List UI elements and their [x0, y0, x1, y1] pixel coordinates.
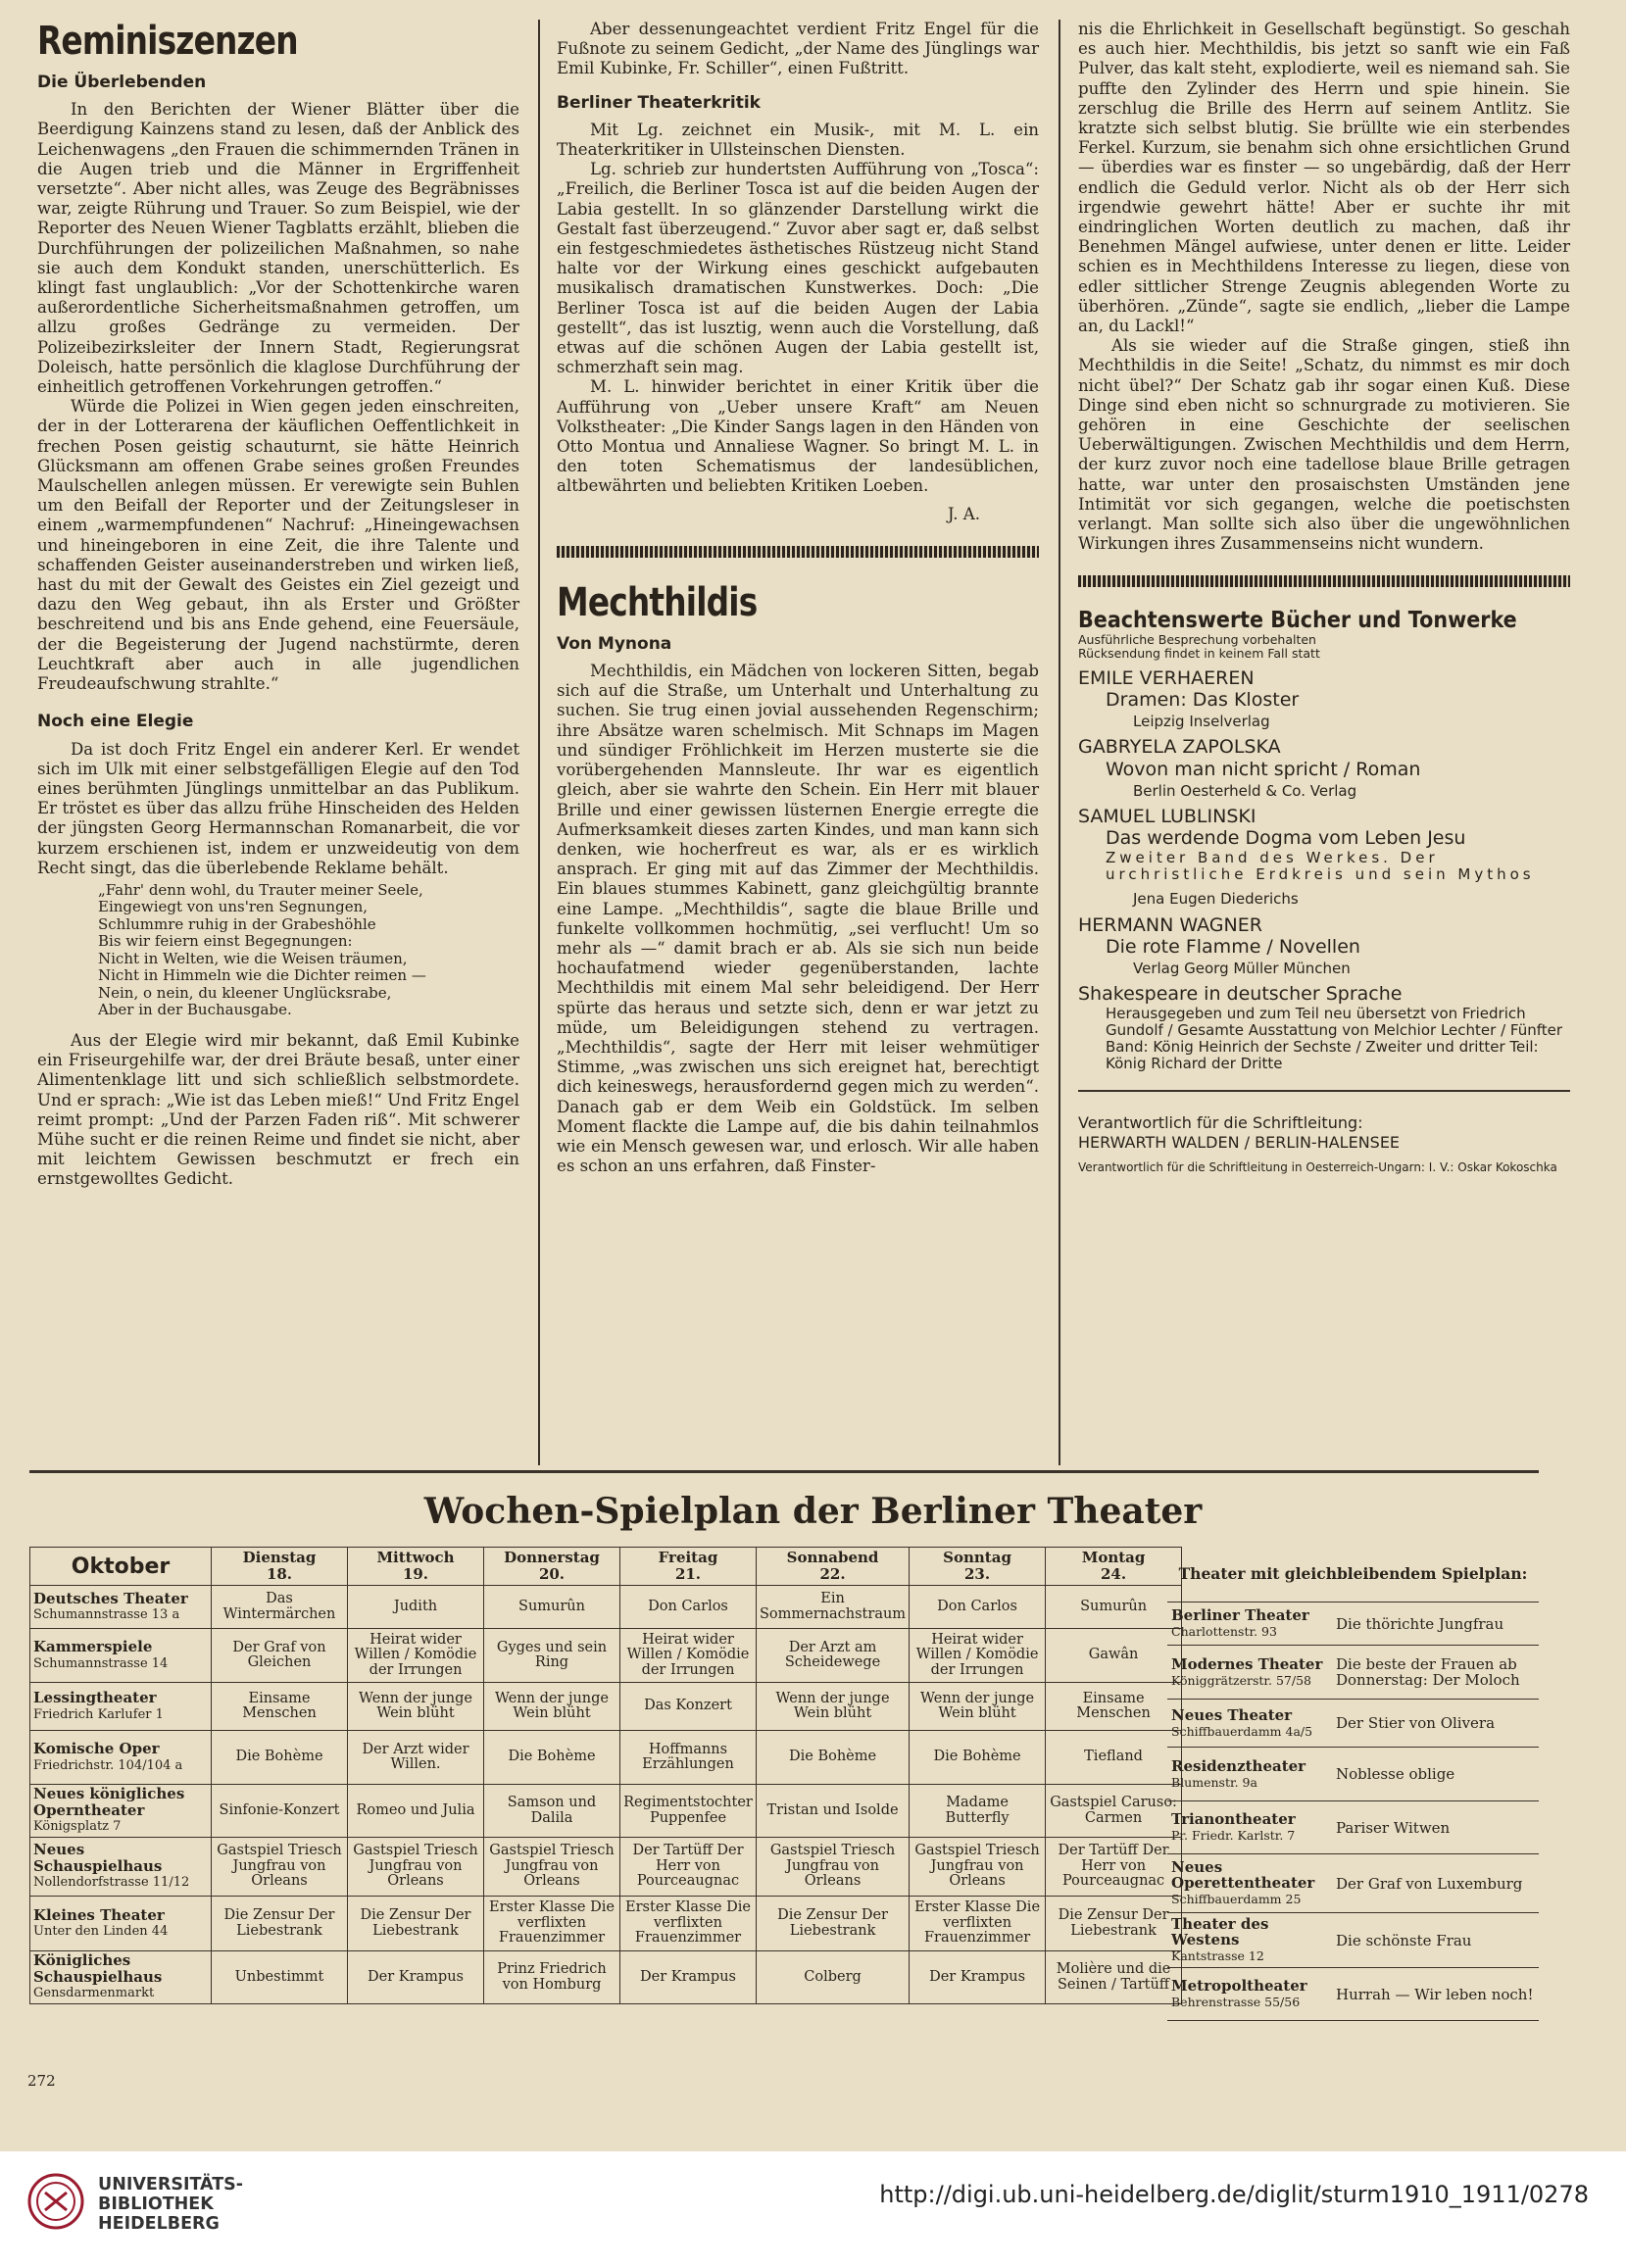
play-cell: Romeo und Julia	[348, 1785, 484, 1838]
day-header	[484, 1548, 620, 1586]
day-number: 21.	[674, 1565, 702, 1583]
theater-name: Königliches Schauspielhaus	[33, 1951, 163, 1986]
play-cell: Tristan und Isolde	[757, 1785, 910, 1838]
theater-name-cell	[1167, 1748, 1332, 1801]
paragraph: M. L. hinwider berichtet in einer Kritik über die Aufführung von „Ueber unsere Kraft“ am Neuen Volkstheater: „Die Kinder Sangs lagen in den Händen von Otto Montua und Annaliese Wagner. So bringt M. L. in den toten Schematismus der landesüblichen, altbewährten und beliebten Kritiken Loeben.	[557, 377, 1039, 496]
signature-initials: J. A.	[947, 504, 980, 523]
column-1	[37, 20, 519, 1190]
column-2	[557, 20, 1039, 1176]
day-header	[757, 1548, 910, 1586]
paragraph: Aus der Elegie wird mir bekannt, daß Emil Kubinke ein Friseurgehilfe war, der drei Bräute besaß, unter einer Alimentenklage litt und sich schließlich selbstmordete. Und er sprach: „Wie ist das Leben mieß!“ Und Fritz Engel reimt prompt: „Und der Parzen Faden riß“. Mit schwerer Mühe sucht er die reinen Reime und findet sie nicht, aber mit leichtem Gewissen beschmutzt er frech ein ernstgewolltes Gedicht.	[37, 1030, 519, 1189]
day-number: 18.	[266, 1565, 293, 1583]
permanent-row	[1167, 1748, 1539, 1801]
play-cell: Die thörichte Jungfrau	[1332, 1602, 1539, 1646]
decorative-rule	[1078, 575, 1570, 587]
paragraph: Mechthildis, ein Mädchen von lockeren Sitten, begab sich auf die Straße, um Unterhalt und Unterhaltung zu suchen. Sie trug einen jovial aussehenden Regenschirm; ihre Absätze waren schelmisch. Mit Schnaps im Magen und sündiger Fröhlichkeit im Herzen musterte sie die vorübergehenden Mannsleute. Ihr war es eigentlich gleich, aber sie wahrte den Schein. Ein Herr mit blauer Brille und einer gewissen lüsternen Energie erregte die Aufmerksamkeit dieses zarten Kindes, und man kann sich denken, wie hocherfreut es war, als er es wirklich ansprach. Er ging mit auf das Zimmer der Mechthildis. Ein blaues stummes Kabinett, ganz gleichgültig brannte eine Lampe. „Mechthildis“, sagte die blaue Brille und funkelte vollkommen hochmütig, „sei verflucht! Um so mehr als —“ damit brach er ab. Als sie sich nun beide hochaufatmend wieder gegenüberstanden, lachte Mechthildis mit einem Mal sehr beleidigend. Der Herr spürte das heraus und setzte sich, denn er war jetzt zu müde, um Beleidigungen stehend zu vertragen. „Mechthildis“, sagte der Herr mit leiser wehmütiger Stimme, „was zwischen uns sich ereignet hat, berechtigt dich keineswegs, herausfordernd gegen mich zu werden“. Danach gab er dem Weib ein Goldstück. Im selben Moment flackte die Lampe auf, die bis dahin teilnahmlos wie ein Mensch gewesen war, und erlosch. Wir alle haben es schon an uns erfahren, daß Finster-	[557, 662, 1039, 1176]
theater-name: Neues königliches Operntheater	[33, 1785, 185, 1819]
play-cell: Der Arzt am Scheidewege	[757, 1629, 910, 1683]
library-name-line: HEIDELBERG	[98, 2214, 220, 2234]
theater-address: Kantstrasse 12	[1171, 1948, 1264, 1963]
book-author: HERMANN WAGNER	[1078, 913, 1262, 936]
library-name	[98, 2175, 243, 2234]
day-header	[910, 1548, 1046, 1586]
theater-address: Behrenstrasse 55/56	[1171, 1995, 1301, 2009]
theater-name: Theater des Westens	[1171, 1915, 1269, 1948]
theater-name: Kleines Theater	[33, 1905, 165, 1924]
day-name: Sonnabend	[786, 1549, 879, 1566]
theater-name: Neues Schauspielhaus	[33, 1841, 163, 1875]
poem-line: Schlummre ruhig in der Grabeshöhle	[98, 914, 376, 933]
play-cell: Don Carlos	[620, 1586, 757, 1629]
theater-name-cell	[30, 1897, 212, 1951]
theater-address: Königgrätzerstr. 57/58	[1171, 1672, 1311, 1688]
day-header	[1046, 1548, 1182, 1586]
play-cell: Wenn der junge Wein blüht	[348, 1683, 484, 1731]
books-note-line: Ausführliche Besprechung vorbehalten	[1078, 631, 1316, 647]
play-cell: Gastspiel Triesch Jungfrau von Orleans	[484, 1838, 620, 1897]
play-cell: Der Krampus	[910, 1951, 1046, 2004]
play-cell: Das Wintermärchen	[212, 1586, 348, 1629]
play-cell: Wenn der junge Wein blüht	[910, 1683, 1046, 1731]
permanent-theaters-table	[1167, 1547, 1539, 2021]
play-cell: Die Bohème	[910, 1731, 1046, 1785]
month-header: Oktober	[30, 1548, 212, 1586]
library-name-line: UNIVERSITÄTS-	[98, 2175, 244, 2194]
theater-address: Friedrichstr. 104/104 a	[33, 1757, 183, 1773]
paragraph: In den Berichten der Wiener Blätter über die Beerdigung Kainzens stand zu lesen, daß der Anblick des Leichenwagens „den Frauen die schimmernden Tränen in die Augen trieb und die Männer in Ergriffenheit versetzte“. Aber nicht alles, was Zeuge des Begräbnisses war, zeigte Rührung und Trauer. So zum Beispiel, wie der Reporter des Neuen Wiener Tagblatts erzählt, blieben die Durchführungen der polizeilichen Maßnahmen, so nahe sie auch dem Kondukt standen, unerschütterlich. Es klingt fast unglaublich: „Vor der Schottenkirche waren außerordentliche Sicherheitsmaßnahmen getroffen, um allzu großes Gedränge zu vermeiden. Der Polizeibezirksleiter der Innern Stadt, Regierungsrat Doleisch, hatte persönlich die klaglose Durchführung der einheitlich getroffenen Vorkehrungen getroffen.“	[37, 100, 519, 397]
heading-mechthildis: Mechthildis	[557, 579, 758, 625]
theater-address: Nollendorfstrasse 11/12	[33, 1875, 190, 1891]
theater-name: Neues Theater	[1171, 1705, 1293, 1724]
book-author: GABRYELA ZAPOLSKA	[1078, 736, 1281, 759]
permanent-row	[1167, 1646, 1539, 1700]
play-cell: Erster Klasse Die verflixten Frauenzimmer	[910, 1897, 1046, 1951]
books-heading: Beachtenswerte Bücher und Tonwerke	[1078, 608, 1517, 634]
play-cell: Der Graf von Luxemburg	[1332, 1854, 1539, 1913]
permanent-header: Theater mit gleichbleibendem Spielplan:	[1167, 1547, 1539, 1602]
play-cell: Madame Butterfly	[910, 1785, 1046, 1838]
column-divider	[1059, 20, 1060, 1465]
theater-name: Kammerspiele	[33, 1638, 153, 1655]
play-cell: Der Krampus	[348, 1951, 484, 2004]
play-cell: Gawân	[1046, 1629, 1182, 1683]
column-3	[1078, 20, 1570, 1174]
book-title: Die rote Flamme / Novellen	[1106, 935, 1360, 958]
play-cell: Sumurûn	[484, 1586, 620, 1629]
page-number: 272	[27, 2072, 56, 2090]
theater-name-cell	[30, 1683, 212, 1731]
permanent-row	[1167, 1801, 1539, 1854]
book-author: SAMUEL LUBLINSKI	[1078, 805, 1256, 827]
theater-name-cell	[30, 1838, 212, 1897]
section-divider	[29, 1470, 1539, 1473]
play-cell: Der Tartüff Der Herr von Pourceaugnac	[620, 1838, 757, 1897]
theater-name-cell	[30, 1731, 212, 1785]
schedule-title: Wochen-Spielplan der Berliner Theater	[423, 1491, 1203, 1532]
theater-address: Friedrich Karlufer 1	[33, 1706, 164, 1722]
play-cell: Judith	[348, 1586, 484, 1629]
permanent-row	[1167, 1602, 1539, 1646]
column-divider	[538, 20, 540, 1465]
theater-name-cell	[1167, 1646, 1332, 1700]
schedule-row	[30, 1897, 1182, 1951]
book-title: Wovon man nicht spricht / Roman	[1106, 758, 1421, 780]
day-name: Sonntag	[943, 1549, 1011, 1566]
responsibility-box	[1078, 1090, 1570, 1174]
day-name: Dienstag	[242, 1549, 317, 1566]
theater-address: Charlottenstr. 93	[1171, 1624, 1277, 1639]
play-cell: Das Konzert	[620, 1683, 757, 1731]
poem-line: Eingewiegt von uns'ren Segnungen,	[98, 898, 368, 916]
play-cell: Die schönste Frau	[1332, 1913, 1539, 1968]
poem-line: Aber in der Buchausgabe.	[98, 1001, 292, 1019]
play-cell: Erster Klasse Die verflixten Frauenzimmer	[620, 1897, 757, 1951]
book-title: Dramen: Das Kloster	[1106, 688, 1300, 711]
day-header	[620, 1548, 757, 1586]
play-cell: Heirat wider Willen / Komödie der Irrungen	[348, 1629, 484, 1683]
theater-address: Schumannstrasse 14	[33, 1655, 169, 1671]
subheading-theaterkritik: Berliner Theaterkritik	[557, 92, 761, 113]
play-cell: Die Zensur Der Liebestrank	[348, 1897, 484, 1951]
book-publisher: Verlag Georg Müller München	[1133, 959, 1351, 977]
play-cell: Regimentstochter Puppenfee	[620, 1785, 757, 1838]
theater-name: Trianontheater	[1171, 1810, 1296, 1828]
play-cell: Einsame Menschen	[212, 1683, 348, 1731]
paragraph: Mit Lg. zeichnet ein Musik-, mit M. L. ein Theaterkritiker in Ullsteinschen Diensten.	[557, 120, 1039, 160]
theater-name-cell	[1167, 1801, 1332, 1854]
theater-name: Modernes Theater	[1171, 1654, 1323, 1673]
play-cell: Gastspiel Caruso: Carmen	[1046, 1785, 1182, 1838]
theater-name-cell	[1167, 1602, 1332, 1646]
day-name: Freitag	[658, 1549, 718, 1566]
theater-address: Unter den Linden 44	[33, 1924, 169, 1939]
play-cell: Noblesse oblige	[1332, 1748, 1539, 1801]
responsibility-austria: Verantwortlich für die Schriftleitung in Oesterreich-Ungarn: I. V.: Oskar Kokoschka	[1078, 1160, 1557, 1175]
day-number: 20.	[538, 1565, 566, 1583]
schedule-row	[30, 1683, 1182, 1731]
play-cell: Gyges und sein Ring	[484, 1629, 620, 1683]
play-cell: Gastspiel Triesch Jungfrau von Orleans	[348, 1838, 484, 1897]
poem-line: Nicht in Welten, wie die Weisen träumen,	[98, 949, 408, 967]
play-cell: Heirat wider Willen / Komödie der Irrungen	[910, 1629, 1046, 1683]
schedule-row	[30, 1838, 1182, 1897]
theater-address: Schumannstrasse 13 a	[33, 1607, 180, 1622]
day-number: 19.	[402, 1565, 429, 1583]
books-note	[1078, 633, 1570, 661]
play-cell: Ein Sommernachstraum	[757, 1586, 910, 1629]
play-cell: Gastspiel Triesch Jungfrau von Orleans	[212, 1838, 348, 1897]
play-cell: Sinfonie-Konzert	[212, 1785, 348, 1838]
heading-reminiszenzen: Reminiszenzen	[37, 19, 298, 64]
theater-name: Residenztheater	[1171, 1756, 1306, 1775]
play-cell: Der Graf von Gleichen	[212, 1629, 348, 1683]
play-cell: Pariser Witwen	[1332, 1801, 1539, 1854]
theater-name-cell	[1167, 1968, 1332, 2021]
paragraph: Als sie wieder auf die Straße gingen, stieß ihn Mechthildis in die Seite! „Schatz, du nimmst es mir doch nicht übel?“ Der Schatz gab ihr sogar einen Kuß. Diese Dinge sind eben nicht so schnurgrade zu motivieren. Sie gehören in eine Geschichte der seelischen Ueberwältigungen. Zwischen Mechthildis und dem Herrn, der kurz zuvor noch eine tadellose blaue Brille getragen hatte, war unter den prosaischsten Umständen jene Intimität vor sich gegangen, welche die poetischsten verlangt. Man sollte sich also über die ungewöhnlichen Wirkungen ihres Zusammenseins nicht wundern.	[1078, 336, 1570, 554]
theater-name: Metropoltheater	[1171, 1977, 1307, 1995]
paragraph: Lg. schrieb zur hundertsten Aufführung von „Tosca“: „Freilich, die Berliner Tosca ist auf die beiden Augen der Labia gestellt. In so glänzender Darstellung wirkt die Gestalt fast überzeugend.“ Zuvor aber sagt er, daß selbst ein festgeschmiedetes ästhetisches Rüstzeug nicht Stand halte vor der Wirkung eines geschickt aufgebauten musikalisch dramatischen Kunstwerkes. Doch: „Die Berliner Tosca ist auf die beiden Augen der Labia gestellt“, das ist lusztig, wenn auch die Vorstellung, daß etwas auf die schönen Augen der Labia gestellt ist, schmerzhaft sein mag.	[557, 160, 1039, 377]
poem-line: Nein, o nein, du kleener Unglücksrabe,	[98, 983, 392, 1002]
theater-name-cell	[1167, 1854, 1332, 1913]
schedule-row	[30, 1731, 1182, 1785]
play-cell: Die Zensur Der Liebestrank	[212, 1897, 348, 1951]
play-cell: Don Carlos	[910, 1586, 1046, 1629]
theater-address: Schiffbauerdamm 4a/5	[1171, 1723, 1313, 1739]
play-cell: Die Zensur Der Liebestrank	[757, 1897, 910, 1951]
play-cell: Wenn der junge Wein blüht	[757, 1683, 910, 1731]
book-publisher: Leipzig Inselverlag	[1133, 713, 1270, 731]
schedule-row	[30, 1629, 1182, 1683]
paragraph: Da ist doch Fritz Engel ein anderer Kerl. Er wendet sich im Ulk mit einer selbstgefälligen Elegie auf den Tod eines berühmten Jünglings unmittelbar an das Publikum. Er tröstet es über das allzu frühe Hinscheiden des Helden der jüngsten Georg Hermannschan Romanarbeit, die vor kurzem erschienen ist, indem er unzweideutig von dem Recht singt, das die überlebende Reklame behält.	[37, 739, 519, 877]
book-publisher: Berlin Oesterheld & Co. Verlag	[1133, 781, 1357, 800]
theater-name-cell	[30, 1951, 212, 2004]
play-cell: Gastspiel Triesch Jungfrau von Orleans	[910, 1838, 1046, 1897]
theater-address: Königsplatz 7	[33, 1819, 122, 1835]
play-cell: Die Bohème	[757, 1731, 910, 1785]
paragraph: nis die Ehrlichkeit in Gesellschaft begünstigt. So geschah es auch hier. Mechthildis, bis jetzt so sanft wie ein Faß Pulver, das kalt steht, explodierte, weil es niemand sah. Sie puffte den Zylinder des Herrn und spie hinein. Sie zerschlug die Brille des Herrn auf seinem Antlitz. Sie kratzte sich selbst blutig. Sie brüllte wie ein sterbendes Ferkel. Kurzum, sie benahm sich ohne ersichtlichen Grund — überdies war es finster — so ungebärdig, daß der Herr endlich die Geduld verlor. Nicht als ob der Herr sich irgendwie gewehrt hätte! Aber er suchte ihr mit eindringlichen Worten deutlich zu machen, daß ihr Benehmen Mängel aufwiese, unter denen er litte. Leider schien es in Mechthildens Interesse zu liegen, diese von edler sittlicher Strenge Zeugnis ablegenden Worte zu überhören. „Zünde“, sagte sie endlich, „lieber die Lampe an, du Lackl!“	[1078, 20, 1570, 336]
source-url-link[interactable]: http://digi.ub.uni-heidelberg.de/diglit/sturm1910_1911/0278	[879, 2181, 1589, 2208]
theater-name-cell	[30, 1586, 212, 1629]
poem-line: „Fahr' denn wohl, du Trauter meiner Seele,	[98, 880, 423, 899]
day-header	[348, 1548, 484, 1586]
theater-name: Berliner Theater	[1171, 1606, 1309, 1624]
day-name: Donnerstag	[504, 1549, 600, 1566]
theater-name: Komische Oper	[33, 1740, 160, 1757]
theater-address: Blumenstr. 9a	[1171, 1774, 1257, 1790]
poem-line: Bis wir feiern einst Begegnungen:	[98, 932, 353, 951]
book-detail: Zweiter Band des Werkes. Der urchristliche Erdkreis und sein Mythos	[1106, 849, 1535, 884]
play-cell: Unbestimmt	[212, 1951, 348, 2004]
play-cell: Samson und Dalila	[484, 1785, 620, 1838]
schedule-row	[30, 1586, 1182, 1629]
play-cell: Der Stier von Olivera	[1332, 1700, 1539, 1748]
theater-name: Deutsches Theater	[33, 1589, 188, 1607]
book-detail: Herausgegeben und zum Teil neu übersetzt von Friedrich Gundolf / Gesamte Ausstattung von Melchior Lechter / Fünfter Band: König Heinrich der Sechste / Zweiter und dritter Teil: König Richard der Dritte	[1106, 1005, 1563, 1073]
theater-name-cell	[1167, 1913, 1332, 1968]
subheading-elegie: Noch eine Elegie	[37, 712, 194, 732]
play-cell: Molière und die Seinen / Tartüff	[1046, 1951, 1182, 2004]
books-note-line: Rücksendung findet in keinem Fall statt	[1078, 645, 1320, 661]
theater-address: Schiffbauerdamm 25	[1171, 1892, 1302, 1906]
day-number: 23.	[964, 1565, 991, 1583]
play-cell: Die Zensur Der Liebestrank	[1046, 1897, 1182, 1951]
day-header	[212, 1548, 348, 1586]
play-cell: Sumurûn	[1046, 1586, 1182, 1629]
byline: Von Mynona	[557, 633, 672, 654]
play-cell: Tiefland	[1046, 1731, 1182, 1785]
play-cell: Heirat wider Willen / Komödie der Irrungen	[620, 1629, 757, 1683]
day-name: Montag	[1081, 1549, 1146, 1566]
responsibility-label: Verantwortlich für die Schriftleitung:	[1078, 1113, 1363, 1133]
play-cell: Die Bohème	[484, 1731, 620, 1785]
schedule-header-row	[30, 1548, 1182, 1586]
subheading-ueberlebenden: Die Überlebenden	[37, 73, 207, 92]
theater-address: Pr. Friedr. Karlstr. 7	[1171, 1828, 1296, 1843]
responsibility-editor: HERWARTH WALDEN / BERLIN-HALENSEE	[1078, 1133, 1401, 1153]
book-author: EMILE VERHAEREN	[1078, 666, 1255, 689]
university-seal-icon	[27, 2173, 84, 2230]
play-cell: Einsame Menschen	[1046, 1683, 1182, 1731]
permanent-row	[1167, 1968, 1539, 2021]
book-author: Shakespeare in deutscher Sprache	[1078, 983, 1403, 1006]
play-cell: Die beste der Frauen ab Donnerstag: Der Moloch	[1332, 1646, 1539, 1700]
decorative-rule	[557, 546, 1039, 558]
theater-name: Neues Operettentheater	[1171, 1858, 1315, 1892]
paragraph: Würde die Polizei in Wien gegen jeden einschreiten, der in der Lotterarena der käuflichen Oeffentlichkeit in frechen Posen geistig schauturnt, sie hätte Heinrich Glücksmann am offenen Grabe seines großen Freundes Maulschellen anlegen müssen. Er verewigte sein Buhlen um den Beifall der Reporter und der Zeitungsleser in einem „warmempfundenen“ Nachruf: „Hineingewachsen und hineingeboren in eine Zeit, die ihre Talente und schaffenden Geister auseinanderstreben und wirken ließ, hast du mit der Gewalt des Geistes ein Ziel gezeigt und dazu den Weg gebaut, ihn als Erster und Größter beschreitend und bis ans Ende gehend, eine Feuersäule, der die Begeisterung der Jugend nachstürmte, deren Leuchtkraft aber auch in alle jugendlichen Freudeaufschwung strahlte.“	[37, 397, 519, 694]
play-cell: Erster Klasse Die verflixten Frauenzimmer	[484, 1897, 620, 1951]
day-name: Mittwoch	[376, 1549, 455, 1566]
poem-line: Nicht in Himmeln wie die Dichter reimen —	[98, 966, 426, 985]
play-cell: Der Tartüff Der Herr von Pourceaugnac	[1046, 1838, 1182, 1897]
play-cell: Prinz Friedrich von Homburg	[484, 1951, 620, 2004]
play-cell: Die Bohème	[212, 1731, 348, 1785]
day-number: 24.	[1101, 1565, 1127, 1583]
paragraph: Aber dessenungeachtet verdient Fritz Engel für die Fußnote zu seinem Gedicht, „der Name des Jünglings war Emil Kubinke, Fr. Schiller“, einen Fußtritt.	[557, 20, 1039, 78]
permanent-row	[1167, 1700, 1539, 1748]
theater-name-cell	[30, 1629, 212, 1683]
play-cell: Der Krampus	[620, 1951, 757, 2004]
theater-name-cell	[1167, 1700, 1332, 1748]
theater-name-cell	[30, 1785, 212, 1838]
play-cell: Der Arzt wider Willen.	[348, 1731, 484, 1785]
play-cell: Wenn der junge Wein blüht	[484, 1683, 620, 1731]
play-cell: Gastspiel Triesch Jungfrau von Orleans	[757, 1838, 910, 1897]
theater-name: Lessingtheater	[33, 1689, 157, 1706]
schedule-row	[30, 1785, 1182, 1838]
theater-address: Gensdarmenmarkt	[33, 1986, 155, 2001]
permanent-header-row	[1167, 1547, 1539, 1602]
play-cell: Colberg	[757, 1951, 910, 2004]
library-name-line: BIBLIOTHEK	[98, 2194, 214, 2214]
day-number: 22.	[819, 1565, 846, 1583]
schedule-row	[30, 1951, 1182, 2004]
poem	[98, 882, 519, 1019]
footer-bar	[0, 2151, 1626, 2268]
permanent-row	[1167, 1854, 1539, 1913]
schedule-table	[29, 1547, 1182, 2004]
book-title: Das werdende Dogma vom Leben Jesu	[1106, 827, 1466, 850]
play-cell: Hoffmanns Erzählungen	[620, 1731, 757, 1785]
permanent-row	[1167, 1913, 1539, 1968]
play-cell: Hurrah — Wir leben noch!	[1332, 1968, 1539, 2021]
book-publisher: Jena Eugen Diederichs	[1133, 890, 1299, 909]
